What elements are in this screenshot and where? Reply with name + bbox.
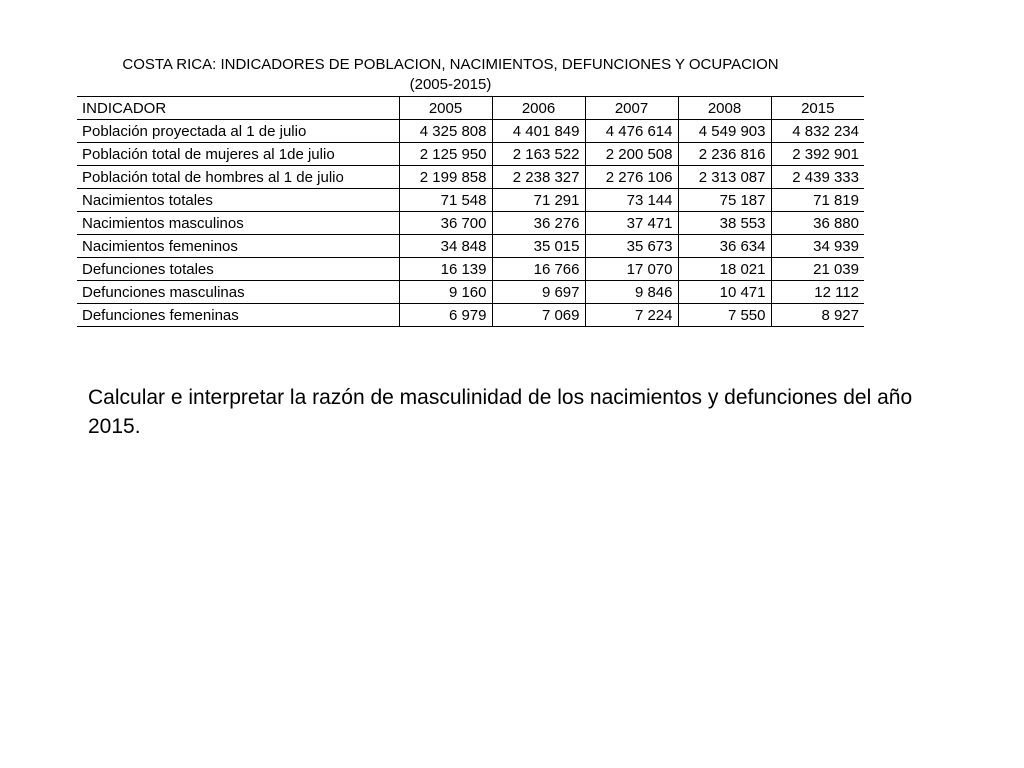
- table-cell: 2 392 901: [771, 143, 864, 166]
- exercise-prompt: Calcular e interpretar la razón de masculinidad de los nacimientos y defunciones del año 2015.: [88, 386, 913, 438]
- table-cell: 2 199 858: [399, 166, 492, 189]
- table-cell: 2 238 327: [492, 166, 585, 189]
- table-cell: 38 553: [678, 212, 771, 235]
- table-cell: 9 846: [585, 281, 678, 304]
- table-cell: 34 848: [399, 235, 492, 258]
- table-row: [77, 120, 864, 143]
- row-label: Defunciones masculinas: [82, 283, 245, 301]
- column-header-2007: 2007: [585, 97, 678, 120]
- table-header-row: [77, 97, 864, 120]
- table-cell: 4 832 234: [771, 120, 864, 143]
- table-cell: 2 276 106: [585, 166, 678, 189]
- row-label: Defunciones totales: [82, 260, 214, 278]
- table-cell: 2 236 816: [678, 143, 771, 166]
- table-row: [77, 143, 864, 166]
- title-line-2: (2005-2015): [409, 76, 492, 93]
- table-cell: 71 548: [399, 189, 492, 212]
- table-row: [77, 281, 864, 304]
- table-row: [77, 166, 864, 189]
- table-cell: 2 313 087: [678, 166, 771, 189]
- table-cell: 2 200 508: [585, 143, 678, 166]
- table-cell: 2 125 950: [399, 143, 492, 166]
- table-row: [77, 189, 864, 212]
- row-label: Población proyectada al 1 de julio: [82, 122, 307, 140]
- table-row: [77, 304, 864, 327]
- table-cell: 9 697: [492, 281, 585, 304]
- row-label: Población total de hombres al 1 de julio: [82, 168, 344, 186]
- column-header-2008: 2008: [678, 97, 771, 120]
- table-cell: 4 549 903: [678, 120, 771, 143]
- column-header-2006: 2006: [492, 97, 585, 120]
- table-cell: 7 550: [678, 304, 771, 327]
- title-line-1: COSTA RICA: INDICADORES DE POBLACION, NACIMIENTOS, DEFUNCIONES Y OCUPACION: [122, 56, 779, 73]
- table-cell: 4 325 808: [399, 120, 492, 143]
- table-cell: 34 939: [771, 235, 864, 258]
- table-cell: 16 139: [399, 258, 492, 281]
- table-cell: 10 471: [678, 281, 771, 304]
- table-title: [78, 55, 823, 95]
- table-cell: 12 112: [771, 281, 864, 304]
- table-cell: 7 224: [585, 304, 678, 327]
- table-cell: 8 927: [771, 304, 864, 327]
- row-label: Nacimientos totales: [82, 191, 213, 209]
- table-cell: 71 819: [771, 189, 864, 212]
- table-cell: 36 634: [678, 235, 771, 258]
- column-header-indicador: INDICADOR: [82, 99, 167, 117]
- table-cell: 75 187: [678, 189, 771, 212]
- table-cell: 73 144: [585, 189, 678, 212]
- row-label: Nacimientos femeninos: [82, 237, 238, 255]
- table-row: [77, 235, 864, 258]
- row-label: Defunciones femeninas: [82, 306, 239, 324]
- table-cell: 4 476 614: [585, 120, 678, 143]
- table-cell: 71 291: [492, 189, 585, 212]
- table-cell: 37 471: [585, 212, 678, 235]
- indicators-table: [77, 96, 864, 327]
- table-cell: 36 700: [399, 212, 492, 235]
- table-cell: 17 070: [585, 258, 678, 281]
- table-cell: 35 673: [585, 235, 678, 258]
- table-cell: 18 021: [678, 258, 771, 281]
- table-cell: 35 015: [492, 235, 585, 258]
- table-cell: 6 979: [399, 304, 492, 327]
- table-row: [77, 258, 864, 281]
- table-cell: 9 160: [399, 281, 492, 304]
- row-label: Nacimientos masculinos: [82, 214, 244, 232]
- table-cell: 36 880: [771, 212, 864, 235]
- column-header-2015: 2015: [771, 97, 864, 120]
- table-cell: 7 069: [492, 304, 585, 327]
- table-cell: 2 163 522: [492, 143, 585, 166]
- column-header-2005: 2005: [399, 97, 492, 120]
- table-cell: 21 039: [771, 258, 864, 281]
- table-row: [77, 212, 864, 235]
- row-label: Población total de mujeres al 1de julio: [82, 145, 335, 163]
- table-cell: 2 439 333: [771, 166, 864, 189]
- table-cell: 4 401 849: [492, 120, 585, 143]
- table-cell: 16 766: [492, 258, 585, 281]
- table-cell: 36 276: [492, 212, 585, 235]
